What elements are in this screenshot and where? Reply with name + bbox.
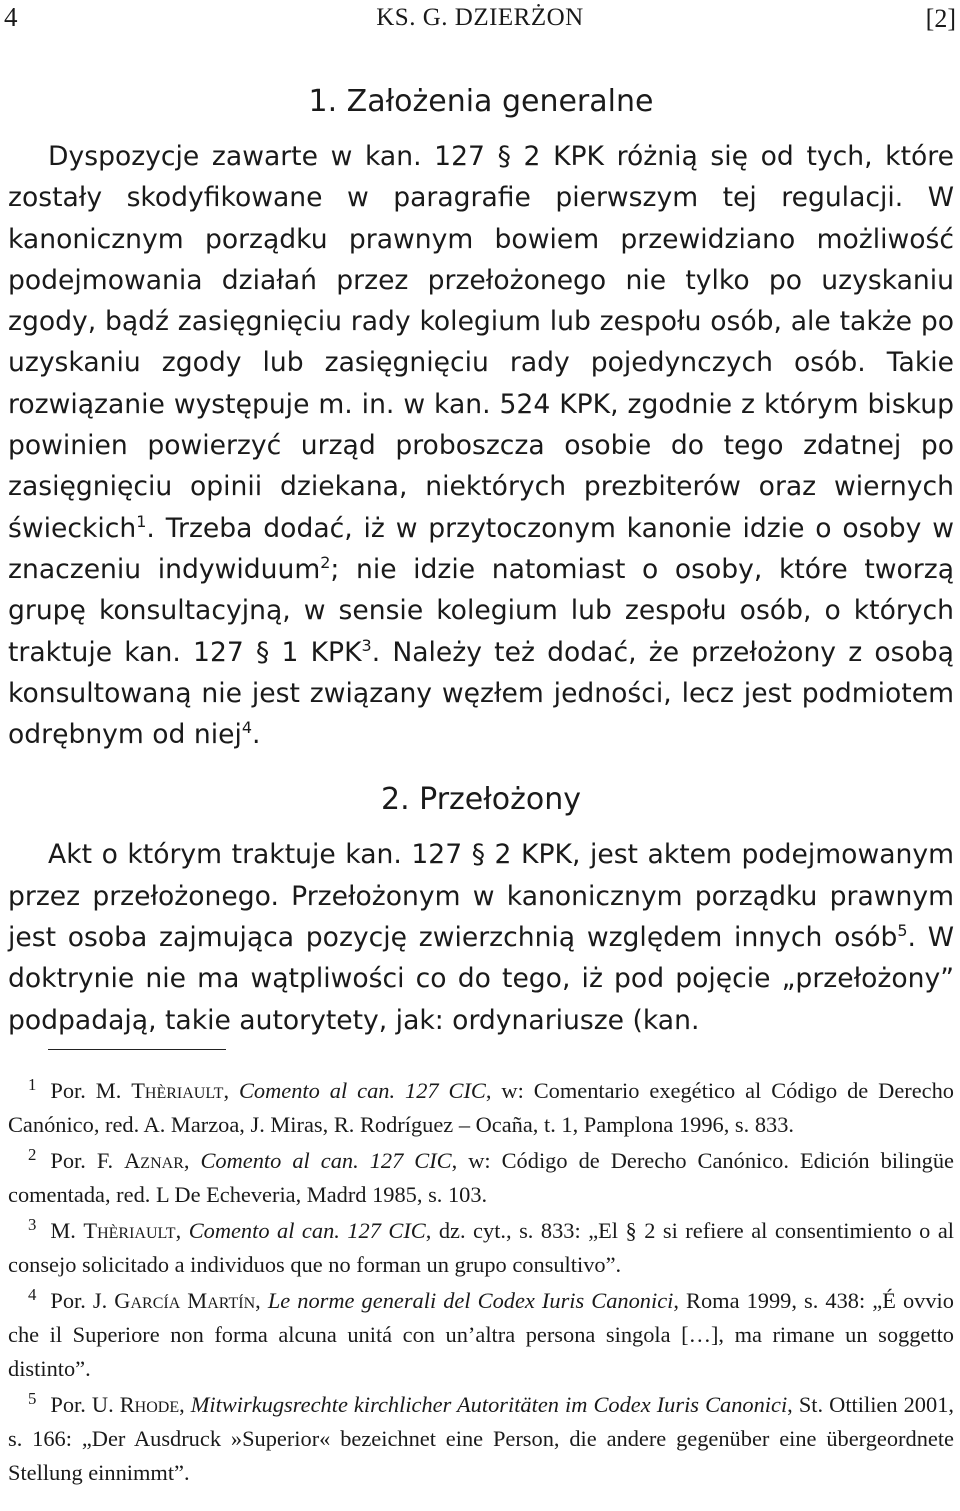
footnote-sep: ,	[175, 1218, 189, 1243]
footnote-text: Por. M.	[50, 1078, 132, 1103]
footnote-4	[8, 1284, 954, 1386]
paragraph-1-text-b: . Trzeba dodać, iż w przytoczonym kanonie idzie o osoby w znaczeniu indywiduum	[8, 512, 954, 585]
footnote-text: , w: Comentario exegético al Código de Derecho Canónico, red. A. Marzoa, J. Miras, R. Rodríguez – Ocaña, t. 1, Pamplona 1996, s. 833.	[8, 1078, 954, 1137]
footnote-title: Le norme generali del Codex Iuris Canonici	[267, 1288, 674, 1313]
footnote-sep: ,	[179, 1392, 191, 1417]
section-heading-1: 1. Założenia generalne	[308, 84, 654, 119]
footnote-sep: ,	[223, 1078, 239, 1103]
footnotes	[8, 1074, 954, 1492]
section-heading-2: 2. Przełożony	[380, 782, 581, 818]
footnote-ref-4[interactable]: 4	[241, 718, 253, 738]
footnote-1	[8, 1074, 954, 1142]
footnote-title: Mitwirkugsrechte kirchlicher Autoritäten im Codex Iuris Canonici	[190, 1392, 788, 1417]
footnote-title: Comento al can. 127 CIC	[188, 1218, 426, 1243]
footnote-author: Thèriault	[131, 1078, 224, 1103]
footnote-3	[8, 1214, 954, 1282]
footnote-ref-3[interactable]: 3	[361, 635, 372, 655]
footnote-number: 2	[28, 1144, 37, 1164]
footnote-sep: ,	[255, 1288, 268, 1313]
footnote-ref-2[interactable]: 2	[320, 553, 331, 573]
paragraph-1-text-c: ; nie idzie natomiast o osoby, które tworzą grupę konsultacyjną, w sensie kolegium lub zespołu osób, o których traktuje kan. 127 § 1 KPK	[8, 553, 955, 668]
footnote-5	[8, 1388, 954, 1490]
footnote-author: García Martín	[114, 1288, 256, 1313]
footnote-title: Comento al can. 127 CIC	[239, 1078, 486, 1103]
footnote-ref-5[interactable]: 5	[897, 921, 908, 941]
paragraph-1-text-a: Dyspozycje zawarte w kan. 127 § 2 KPK różnią się od tych, które zostały skodyfikowane w paragrafie pierwszym tej regulacji. W kanonicznym porządku prawnym bowiem przewidziano możliwość podejmowania działań przez przełożonego nie tylko po uzyskaniu zgody, bądź zasięgnięciu rady kolegium lub zespołu osób, ale także po uzyskaniu zgody lub zasięgnięciu rady pojedynczych osób. Takie rozwiązanie występuje m. in. w kan. 524 KPK, zgodnie z którym biskup powinien powierzyć urząd proboszcza osobie do tego zdatnej po zasięgnięciu opinii dziekana, niektórych prezbiterów oraz wiernych świeckich	[8, 141, 954, 544]
footnote-text: , Roma 1999, s. 438: „É ovvio che il Superiore non forma alcuna unitá con un’altra persona singola […], ma rimane un soggetto distinto”.	[8, 1288, 954, 1381]
paragraph-1-text-e: .	[252, 719, 261, 751]
footnote-text: , dz. cyt., s. 833: „El § 2 si refiere al consentimiento o al consejo solicitado a individuos que no forman un grupo consultivo”.	[8, 1218, 954, 1277]
footnote-separator	[48, 1049, 226, 1050]
footnote-text: , w: Código de Derecho Canónico. Edición bilingüe comentada, red. L De Echeveria, Madrd 1985, s. 103.	[8, 1148, 954, 1207]
main-text	[8, 84, 954, 1041]
paragraph-2	[8, 834, 954, 1040]
footnote-text: Por. U.	[50, 1392, 120, 1417]
page-header	[0, 0, 960, 40]
footnote-text: , St. Ottilien 2001, s. 166: „Der Ausdruck »Superior« bezeichnet eine Person, die andere gegenüber eine übergeordnete Stellung einnimmt”.	[8, 1392, 954, 1485]
page-number: 4	[4, 2, 18, 32]
footnote-author: Rhode	[119, 1392, 180, 1417]
paragraph-2-text-b: . W doktrynie nie ma wątpliwości co do tego, iż pod pojęcie „przełożony” podpadają, takie autorytety, jak: ordynariusze (kan.	[8, 922, 955, 1036]
footnote-text: Por. J.	[50, 1288, 115, 1313]
paragraph-1	[8, 136, 954, 755]
footnote-number: 5	[28, 1388, 37, 1408]
footnote-number: 4	[28, 1284, 37, 1304]
footnote-2	[8, 1144, 954, 1212]
footnote-number: 3	[28, 1214, 37, 1234]
page-mark: [2]	[925, 4, 956, 33]
footnote-text: M.	[50, 1218, 84, 1243]
footnote-title: Comento al can. 127 CIC	[200, 1148, 452, 1173]
footnote-sep: ,	[183, 1148, 201, 1173]
running-head: KS. G. DZIERŻON	[376, 4, 584, 31]
footnote-number: 1	[28, 1074, 37, 1094]
footnote-author: Aznar	[124, 1148, 184, 1173]
footnote-ref-1[interactable]: 1	[136, 511, 147, 531]
paragraph-2-text-a: Akt o którym traktuje kan. 127 § 2 KPK, jest aktem podejmowanym przez przełożonego. Przełożonym w kanonicznym porządku prawnym jest osoba zajmująca pozycję zwierzchnią względem innych osób	[8, 839, 954, 954]
paragraph-1-text-d: . Należy też dodać, że przełożony z osobą konsultowaną nie jest związany węzłem jedności, lecz jest podmiotem odrębnym od niej	[8, 636, 954, 751]
footnote-author: Thèriault	[83, 1218, 176, 1243]
footnote-text: Por. F.	[50, 1148, 125, 1173]
